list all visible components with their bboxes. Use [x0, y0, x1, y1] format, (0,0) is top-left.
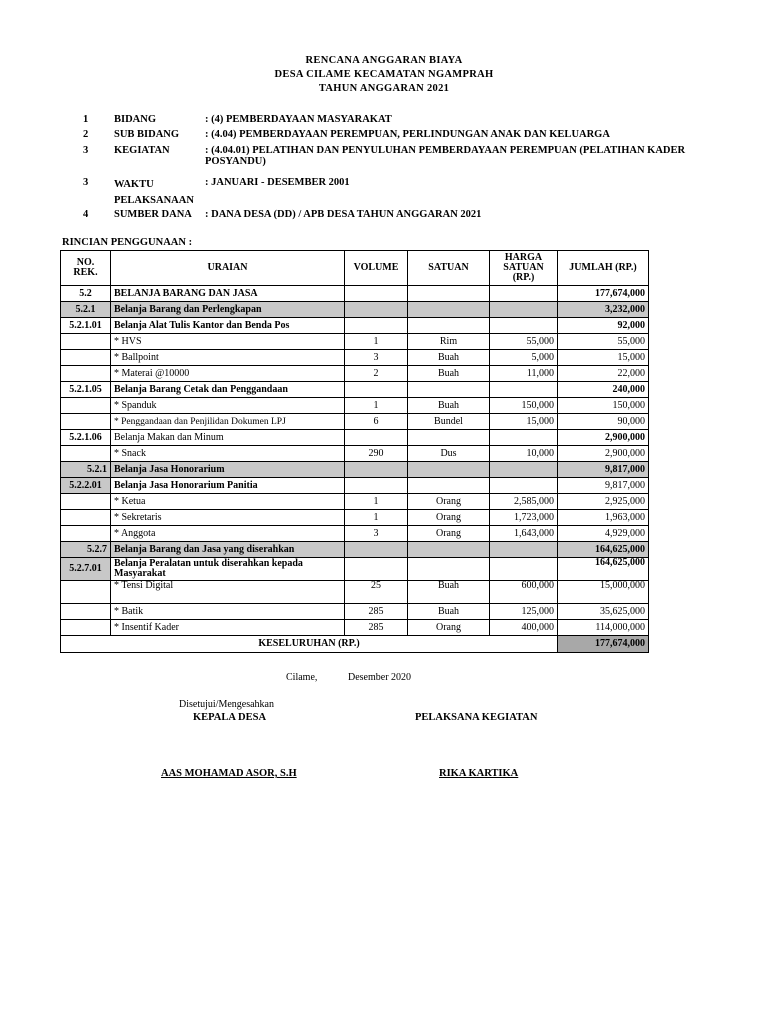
- cell-satuan: [408, 462, 490, 478]
- cell-no: 5.2.7: [61, 542, 111, 558]
- header-uraian: URAIAN: [111, 251, 345, 286]
- cell-uraian: * Insentif Kader: [111, 620, 345, 636]
- cell-volume: 6: [345, 414, 408, 430]
- cell-uraian: Belanja Jasa Honorarium Panitia: [111, 478, 345, 494]
- budget-table: [60, 250, 649, 653]
- cell-satuan: Orang: [408, 620, 490, 636]
- cell-harga: 400,000: [490, 620, 558, 636]
- signatory-left-name: AAS MOHAMAD ASOR, S.H: [161, 768, 297, 779]
- table-row: [61, 620, 649, 636]
- info-label-waktu: WAKTU PELAKSANAAN: [114, 179, 194, 206]
- cell-no: [61, 334, 111, 350]
- table-row: [61, 414, 649, 430]
- header-no-rek: NO. REK.: [61, 251, 111, 286]
- info-label-bidang: BIDANG: [114, 114, 157, 125]
- cell-uraian: Belanja Barang Cetak dan Penggandaan: [111, 382, 345, 398]
- cell-volume: 1: [345, 510, 408, 526]
- table-row: [61, 366, 649, 382]
- doc-title-line2: DESA CILAME KECAMATAN NGAMPRAH: [274, 69, 494, 80]
- cell-no: 5.2.2.01: [61, 478, 111, 494]
- cell-jumlah: 164,625,000: [558, 542, 649, 558]
- cell-volume: 1: [345, 334, 408, 350]
- signatory-left-title: KEPALA DESA: [193, 712, 267, 723]
- cell-satuan: Orang: [408, 510, 490, 526]
- info-label-sumber-dana: SUMBER DANA: [114, 209, 192, 220]
- cell-harga: [490, 382, 558, 398]
- cell-no: 5.2.1.05: [61, 382, 111, 398]
- cell-jumlah: 150,000: [558, 398, 649, 414]
- rincian-label: RINCIAN PENGGUNAAN :: [62, 237, 193, 248]
- cell-no: [61, 494, 111, 510]
- table-row: [61, 478, 649, 494]
- cell-jumlah: 1,963,000: [558, 510, 649, 526]
- cell-satuan: [408, 542, 490, 558]
- cell-no: 5.2: [61, 286, 111, 302]
- cell-jumlah: 9,817,000: [558, 478, 649, 494]
- cell-no: [61, 414, 111, 430]
- cell-uraian: Belanja Peralatan untuk diserahkan kepada Masyarakat: [111, 558, 345, 581]
- cell-uraian: * Ketua: [111, 494, 345, 510]
- info-value-waktu: : JANUARI - DESEMBER 2001: [205, 177, 350, 188]
- cell-satuan: Buah: [408, 350, 490, 366]
- cell-jumlah: 177,674,000: [558, 286, 649, 302]
- cell-volume: [345, 462, 408, 478]
- cell-uraian: Belanja Makan dan Minum: [111, 430, 345, 446]
- table-row: [61, 542, 649, 558]
- cell-uraian: * HVS: [111, 334, 345, 350]
- cell-no: 5.2.1.01: [61, 318, 111, 334]
- cell-uraian: * Tensi Digital: [111, 581, 345, 604]
- cell-volume: [345, 318, 408, 334]
- table-total-row: [61, 636, 649, 653]
- header-volume: VOLUME: [345, 251, 408, 286]
- cell-no: 5.2.1: [61, 462, 111, 478]
- cell-satuan: [408, 318, 490, 334]
- table-row: [61, 318, 649, 334]
- cell-harga: [490, 542, 558, 558]
- cell-volume: [345, 430, 408, 446]
- cell-harga: 5,000: [490, 350, 558, 366]
- cell-uraian: * Snack: [111, 446, 345, 462]
- cell-harga: [490, 302, 558, 318]
- table-row: [61, 382, 649, 398]
- cell-volume: 285: [345, 620, 408, 636]
- cell-jumlah: 15,000: [558, 350, 649, 366]
- table-row: [61, 430, 649, 446]
- cell-jumlah: 35,625,000: [558, 604, 649, 620]
- cell-no: 5.2.7.01: [61, 558, 111, 581]
- cell-jumlah: 55,000: [558, 334, 649, 350]
- cell-satuan: Buah: [408, 398, 490, 414]
- cell-no: [61, 366, 111, 382]
- cell-volume: 2: [345, 366, 408, 382]
- cell-uraian: Belanja Barang dan Jasa yang diserahkan: [111, 542, 345, 558]
- info-no-1: 1: [83, 114, 89, 125]
- cell-volume: [345, 558, 408, 581]
- cell-uraian: * Anggota: [111, 526, 345, 542]
- cell-uraian: Belanja Alat Tulis Kantor dan Benda Pos: [111, 318, 345, 334]
- cell-volume: [345, 382, 408, 398]
- total-value: 177,674,000: [558, 636, 649, 653]
- cell-uraian: BELANJA BARANG DAN JASA: [111, 286, 345, 302]
- table-header-row: [61, 251, 649, 286]
- table-row: [61, 494, 649, 510]
- cell-harga: [490, 318, 558, 334]
- cell-jumlah: 92,000: [558, 318, 649, 334]
- table-row: [61, 302, 649, 318]
- cell-uraian: Belanja Jasa Honorarium: [111, 462, 345, 478]
- table-row: [61, 604, 649, 620]
- cell-volume: [345, 286, 408, 302]
- header-harga-satuan: HARGA SATUAN (RP.): [490, 251, 558, 286]
- cell-satuan: Buah: [408, 581, 490, 604]
- cell-no: [61, 526, 111, 542]
- table-row: [61, 581, 649, 604]
- cell-satuan: Buah: [408, 366, 490, 382]
- cell-harga: 10,000: [490, 446, 558, 462]
- cell-harga: 125,000: [490, 604, 558, 620]
- cell-satuan: Dus: [408, 446, 490, 462]
- cell-no: [61, 510, 111, 526]
- info-value-bidang: : (4) PEMBERDAYAAN MASYARAKAT: [205, 114, 392, 125]
- cell-no: 5.2.1.06: [61, 430, 111, 446]
- cell-harga: 2,585,000: [490, 494, 558, 510]
- cell-satuan: [408, 478, 490, 494]
- signature-date: Desember 2020: [348, 672, 412, 683]
- cell-volume: 3: [345, 526, 408, 542]
- cell-volume: 3: [345, 350, 408, 366]
- cell-jumlah: 164,625,000: [558, 558, 649, 581]
- table-row: [61, 462, 649, 478]
- cell-satuan: [408, 302, 490, 318]
- cell-volume: [345, 542, 408, 558]
- cell-uraian: Belanja Barang dan Perlengkapan: [111, 302, 345, 318]
- table-row: [61, 526, 649, 542]
- cell-uraian: * Sekretaris: [111, 510, 345, 526]
- cell-harga: [490, 286, 558, 302]
- info-no-4: 3: [83, 177, 89, 188]
- doc-title-line1: RENCANA ANGGARAN BIAYA: [305, 55, 463, 66]
- info-label-kegiatan: KEGIATAN: [114, 145, 170, 156]
- cell-satuan: [408, 286, 490, 302]
- cell-volume: 25: [345, 581, 408, 604]
- table-row: [61, 334, 649, 350]
- cell-satuan: Buah: [408, 604, 490, 620]
- info-value-sub-bidang: : (4.04) PEMBERDAYAAN PEREMPUAN, PERLINDUNGAN ANAK DAN KELUARGA: [205, 129, 610, 140]
- cell-jumlah: 9,817,000: [558, 462, 649, 478]
- cell-no: 5.2.1: [61, 302, 111, 318]
- info-no-5: 4: [83, 209, 89, 220]
- cell-harga: 11,000: [490, 366, 558, 382]
- cell-harga: [490, 462, 558, 478]
- info-no-3: 3: [83, 145, 89, 156]
- signature-place: Cilame,: [286, 672, 318, 683]
- cell-jumlah: 15,000,000: [558, 581, 649, 604]
- cell-satuan: [408, 382, 490, 398]
- signatory-right-name: RIKA KARTIKA: [439, 768, 519, 779]
- cell-harga: [490, 558, 558, 581]
- approval-label: Disetujui/Mengesahkan: [179, 699, 274, 710]
- cell-harga: 1,643,000: [490, 526, 558, 542]
- cell-no: [61, 620, 111, 636]
- cell-jumlah: 22,000: [558, 366, 649, 382]
- table-row: [61, 510, 649, 526]
- cell-uraian: * Spanduk: [111, 398, 345, 414]
- cell-jumlah: 2,900,000: [558, 446, 649, 462]
- cell-jumlah: 4,929,000: [558, 526, 649, 542]
- cell-satuan: Bundel: [408, 414, 490, 430]
- cell-volume: 290: [345, 446, 408, 462]
- cell-volume: 1: [345, 398, 408, 414]
- cell-jumlah: 240,000: [558, 382, 649, 398]
- cell-satuan: Rim: [408, 334, 490, 350]
- cell-satuan: [408, 430, 490, 446]
- table-row: [61, 558, 649, 581]
- cell-satuan: [408, 558, 490, 581]
- signatory-right-title: PELAKSANA KEGIATAN: [415, 712, 538, 723]
- cell-jumlah: 2,900,000: [558, 430, 649, 446]
- header-jumlah: JUMLAH (RP.): [558, 251, 649, 286]
- cell-uraian: * Penggandaan dan Penjilidan Dokumen LPJ: [111, 414, 345, 430]
- info-label-sub-bidang: SUB BIDANG: [114, 129, 180, 140]
- total-label: KESELURUHAN (RP.): [61, 636, 558, 653]
- cell-uraian: * Materai @10000: [111, 366, 345, 382]
- table-row: [61, 286, 649, 302]
- info-value-kegiatan: : (4.04.01) PELATIHAN DAN PENYULUHAN PEMBERDAYAAN PEREMPUAN (PELATIHAN KADER POSYANDU): [205, 145, 686, 167]
- cell-jumlah: 90,000: [558, 414, 649, 430]
- cell-harga: 150,000: [490, 398, 558, 414]
- cell-no: [61, 604, 111, 620]
- table-row: [61, 350, 649, 366]
- table-row: [61, 446, 649, 462]
- doc-title-line3: TAHUN ANGGARAN 2021: [318, 83, 450, 94]
- table-row: [61, 398, 649, 414]
- cell-no: [61, 350, 111, 366]
- cell-jumlah: 114,000,000: [558, 620, 649, 636]
- cell-volume: [345, 302, 408, 318]
- cell-jumlah: 3,232,000: [558, 302, 649, 318]
- info-no-2: 2: [83, 129, 89, 140]
- cell-harga: 55,000: [490, 334, 558, 350]
- cell-no: [61, 398, 111, 414]
- cell-volume: 1: [345, 494, 408, 510]
- cell-uraian: * Ballpoint: [111, 350, 345, 366]
- header-satuan: SATUAN: [408, 251, 490, 286]
- cell-volume: [345, 478, 408, 494]
- cell-harga: 15,000: [490, 414, 558, 430]
- cell-harga: 1,723,000: [490, 510, 558, 526]
- cell-satuan: Orang: [408, 526, 490, 542]
- cell-volume: 285: [345, 604, 408, 620]
- cell-uraian: * Batik: [111, 604, 345, 620]
- cell-no: [61, 446, 111, 462]
- info-value-sumber-dana: : DANA DESA (DD) / APB DESA TAHUN ANGGARAN 2021: [205, 209, 482, 220]
- cell-no: [61, 581, 111, 604]
- cell-harga: [490, 430, 558, 446]
- cell-satuan: Orang: [408, 494, 490, 510]
- cell-harga: 600,000: [490, 581, 558, 604]
- cell-jumlah: 2,925,000: [558, 494, 649, 510]
- cell-harga: [490, 478, 558, 494]
